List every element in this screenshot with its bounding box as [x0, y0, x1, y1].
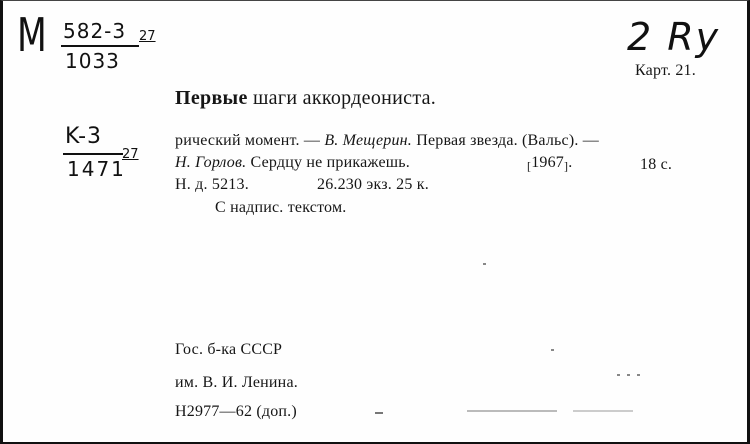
- content-line-1: [175, 132, 599, 150]
- library-line-1: Гос. б-ка СССР: [175, 341, 283, 358]
- content-text: Первая звезда. (Вальс). —: [412, 132, 599, 149]
- library-line-3: Н2977—62 (доп.): [175, 403, 297, 420]
- scan-artifact: [551, 349, 554, 351]
- corner-handwritten-mark: 2 Ry: [627, 15, 721, 59]
- shelfmark-lower: 1033: [65, 49, 120, 73]
- author-name: Н. Горлов.: [175, 154, 247, 171]
- content-line-3a: Н. д. 5213.: [175, 176, 249, 193]
- shelfmark-mid-note: 27: [122, 147, 139, 162]
- document-title: [175, 87, 436, 110]
- shelfmark-mid-upper: K-3: [65, 124, 103, 149]
- scan-artifact: [375, 412, 383, 414]
- scan-artifact: [573, 410, 633, 412]
- content-line-4: С надпис. текстом.: [215, 199, 347, 216]
- scan-artifact: [637, 374, 640, 376]
- title-bold-word: Первые: [175, 87, 248, 109]
- shelfmark-fraction-line: [61, 45, 139, 47]
- shelfmark-upper: 582-3: [63, 19, 127, 43]
- content-text: рический момент. —: [175, 132, 325, 149]
- page-count: 18 с.: [640, 156, 673, 173]
- content-text: Сердцу не прикажешь.: [246, 154, 410, 171]
- publication-year: [1967].: [527, 154, 573, 173]
- library-line-2: им. В. И. Ленина.: [175, 374, 298, 391]
- scan-artifact: [467, 410, 557, 412]
- content-line-3b: 26.230 экз. 25 к.: [317, 176, 429, 193]
- title-rest: шаги аккордеониста.: [252, 87, 437, 109]
- card-number-label: Карт. 21.: [635, 62, 696, 79]
- scan-artifact: [627, 374, 630, 376]
- shelfmark-note: 27: [139, 29, 156, 44]
- scan-artifact: [617, 374, 620, 376]
- shelfmark-mid-fraction-line: [63, 153, 123, 155]
- author-name: В. Мещерин.: [324, 132, 413, 149]
- shelfmark-letter: M: [17, 8, 47, 62]
- shelfmark-mid-lower: 1471: [67, 157, 126, 181]
- scan-artifact: [483, 263, 486, 265]
- content-line-2: [175, 154, 410, 172]
